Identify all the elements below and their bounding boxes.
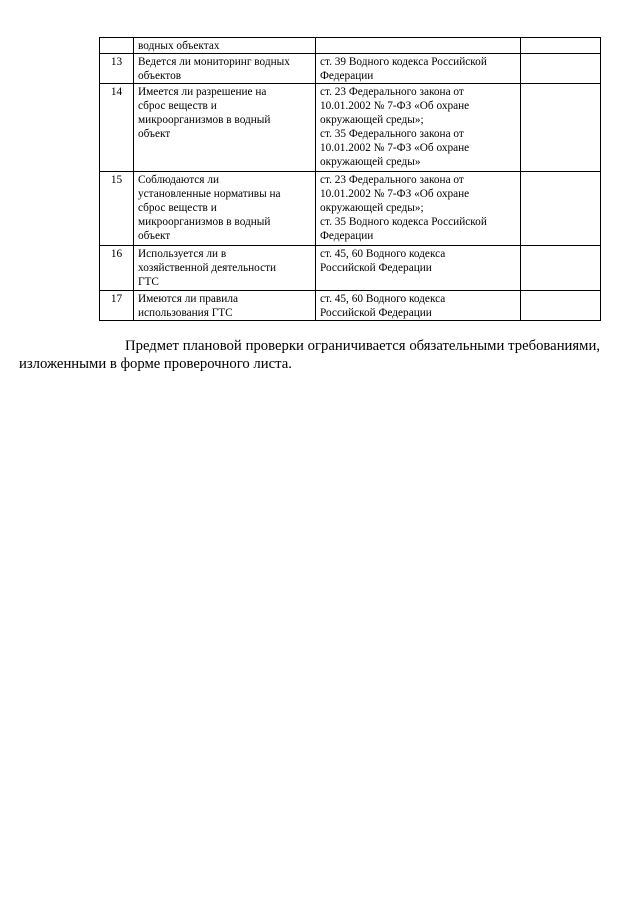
table-row bbox=[100, 291, 601, 321]
paragraph-line: изложенными в форме проверочного листа. bbox=[19, 356, 292, 372]
requirement-question: Соблюдаются ли установленные нормативы на сброс веществ и микроорганизмов в водный объект bbox=[134, 172, 316, 246]
table-row bbox=[100, 38, 601, 54]
table-row bbox=[100, 54, 601, 84]
answer-cell bbox=[521, 291, 601, 321]
answer-cell bbox=[521, 84, 601, 172]
legal-reference: ст. 23 Федерального закона от 10.01.2002 № 7-ФЗ «Об охране окружающей среды»; ст. 35 Водного кодекса Российской Федерации bbox=[316, 172, 521, 246]
checklist-table bbox=[99, 37, 601, 321]
requirement-question: Имеется ли разрешение на сброс веществ и микроорганизмов в водный объект bbox=[134, 84, 316, 172]
requirement-question: Ведется ли мониторинг водных объектов bbox=[134, 54, 316, 84]
answer-cell bbox=[521, 246, 601, 291]
row-number: 17 bbox=[100, 291, 134, 321]
answer-cell bbox=[521, 54, 601, 84]
row-number bbox=[100, 38, 134, 54]
legal-reference bbox=[316, 38, 521, 54]
legal-reference: ст. 45, 60 Водного кодекса Российской Федерации bbox=[316, 291, 521, 321]
answer-cell bbox=[521, 38, 601, 54]
inspection-subject-paragraph bbox=[19, 337, 600, 373]
answer-cell bbox=[521, 172, 601, 246]
legal-reference: ст. 39 Водного кодекса Российской Федерации bbox=[316, 54, 521, 84]
legal-reference: ст. 45, 60 Водного кодекса Российской Федерации bbox=[316, 246, 521, 291]
table-row bbox=[100, 246, 601, 291]
paragraph-line: Предмет плановой проверки ограничивается обязательными требованиями, bbox=[125, 338, 600, 354]
row-number: 16 bbox=[100, 246, 134, 291]
row-number: 13 bbox=[100, 54, 134, 84]
requirement-question: Используется ли в хозяйственной деятельности ГТС bbox=[134, 246, 316, 291]
legal-reference: ст. 23 Федерального закона от 10.01.2002 № 7-ФЗ «Об охране окружающей среды»; ст. 35 Федерального закона от 10.01.2002 № 7-ФЗ «Об охране окружающей среды» bbox=[316, 84, 521, 172]
table-row bbox=[100, 84, 601, 172]
row-number: 15 bbox=[100, 172, 134, 246]
table-row bbox=[100, 172, 601, 246]
requirement-question: Имеются ли правила использования ГТС bbox=[134, 291, 316, 321]
row-number: 14 bbox=[100, 84, 134, 172]
requirement-question: водных объектах bbox=[134, 38, 316, 54]
